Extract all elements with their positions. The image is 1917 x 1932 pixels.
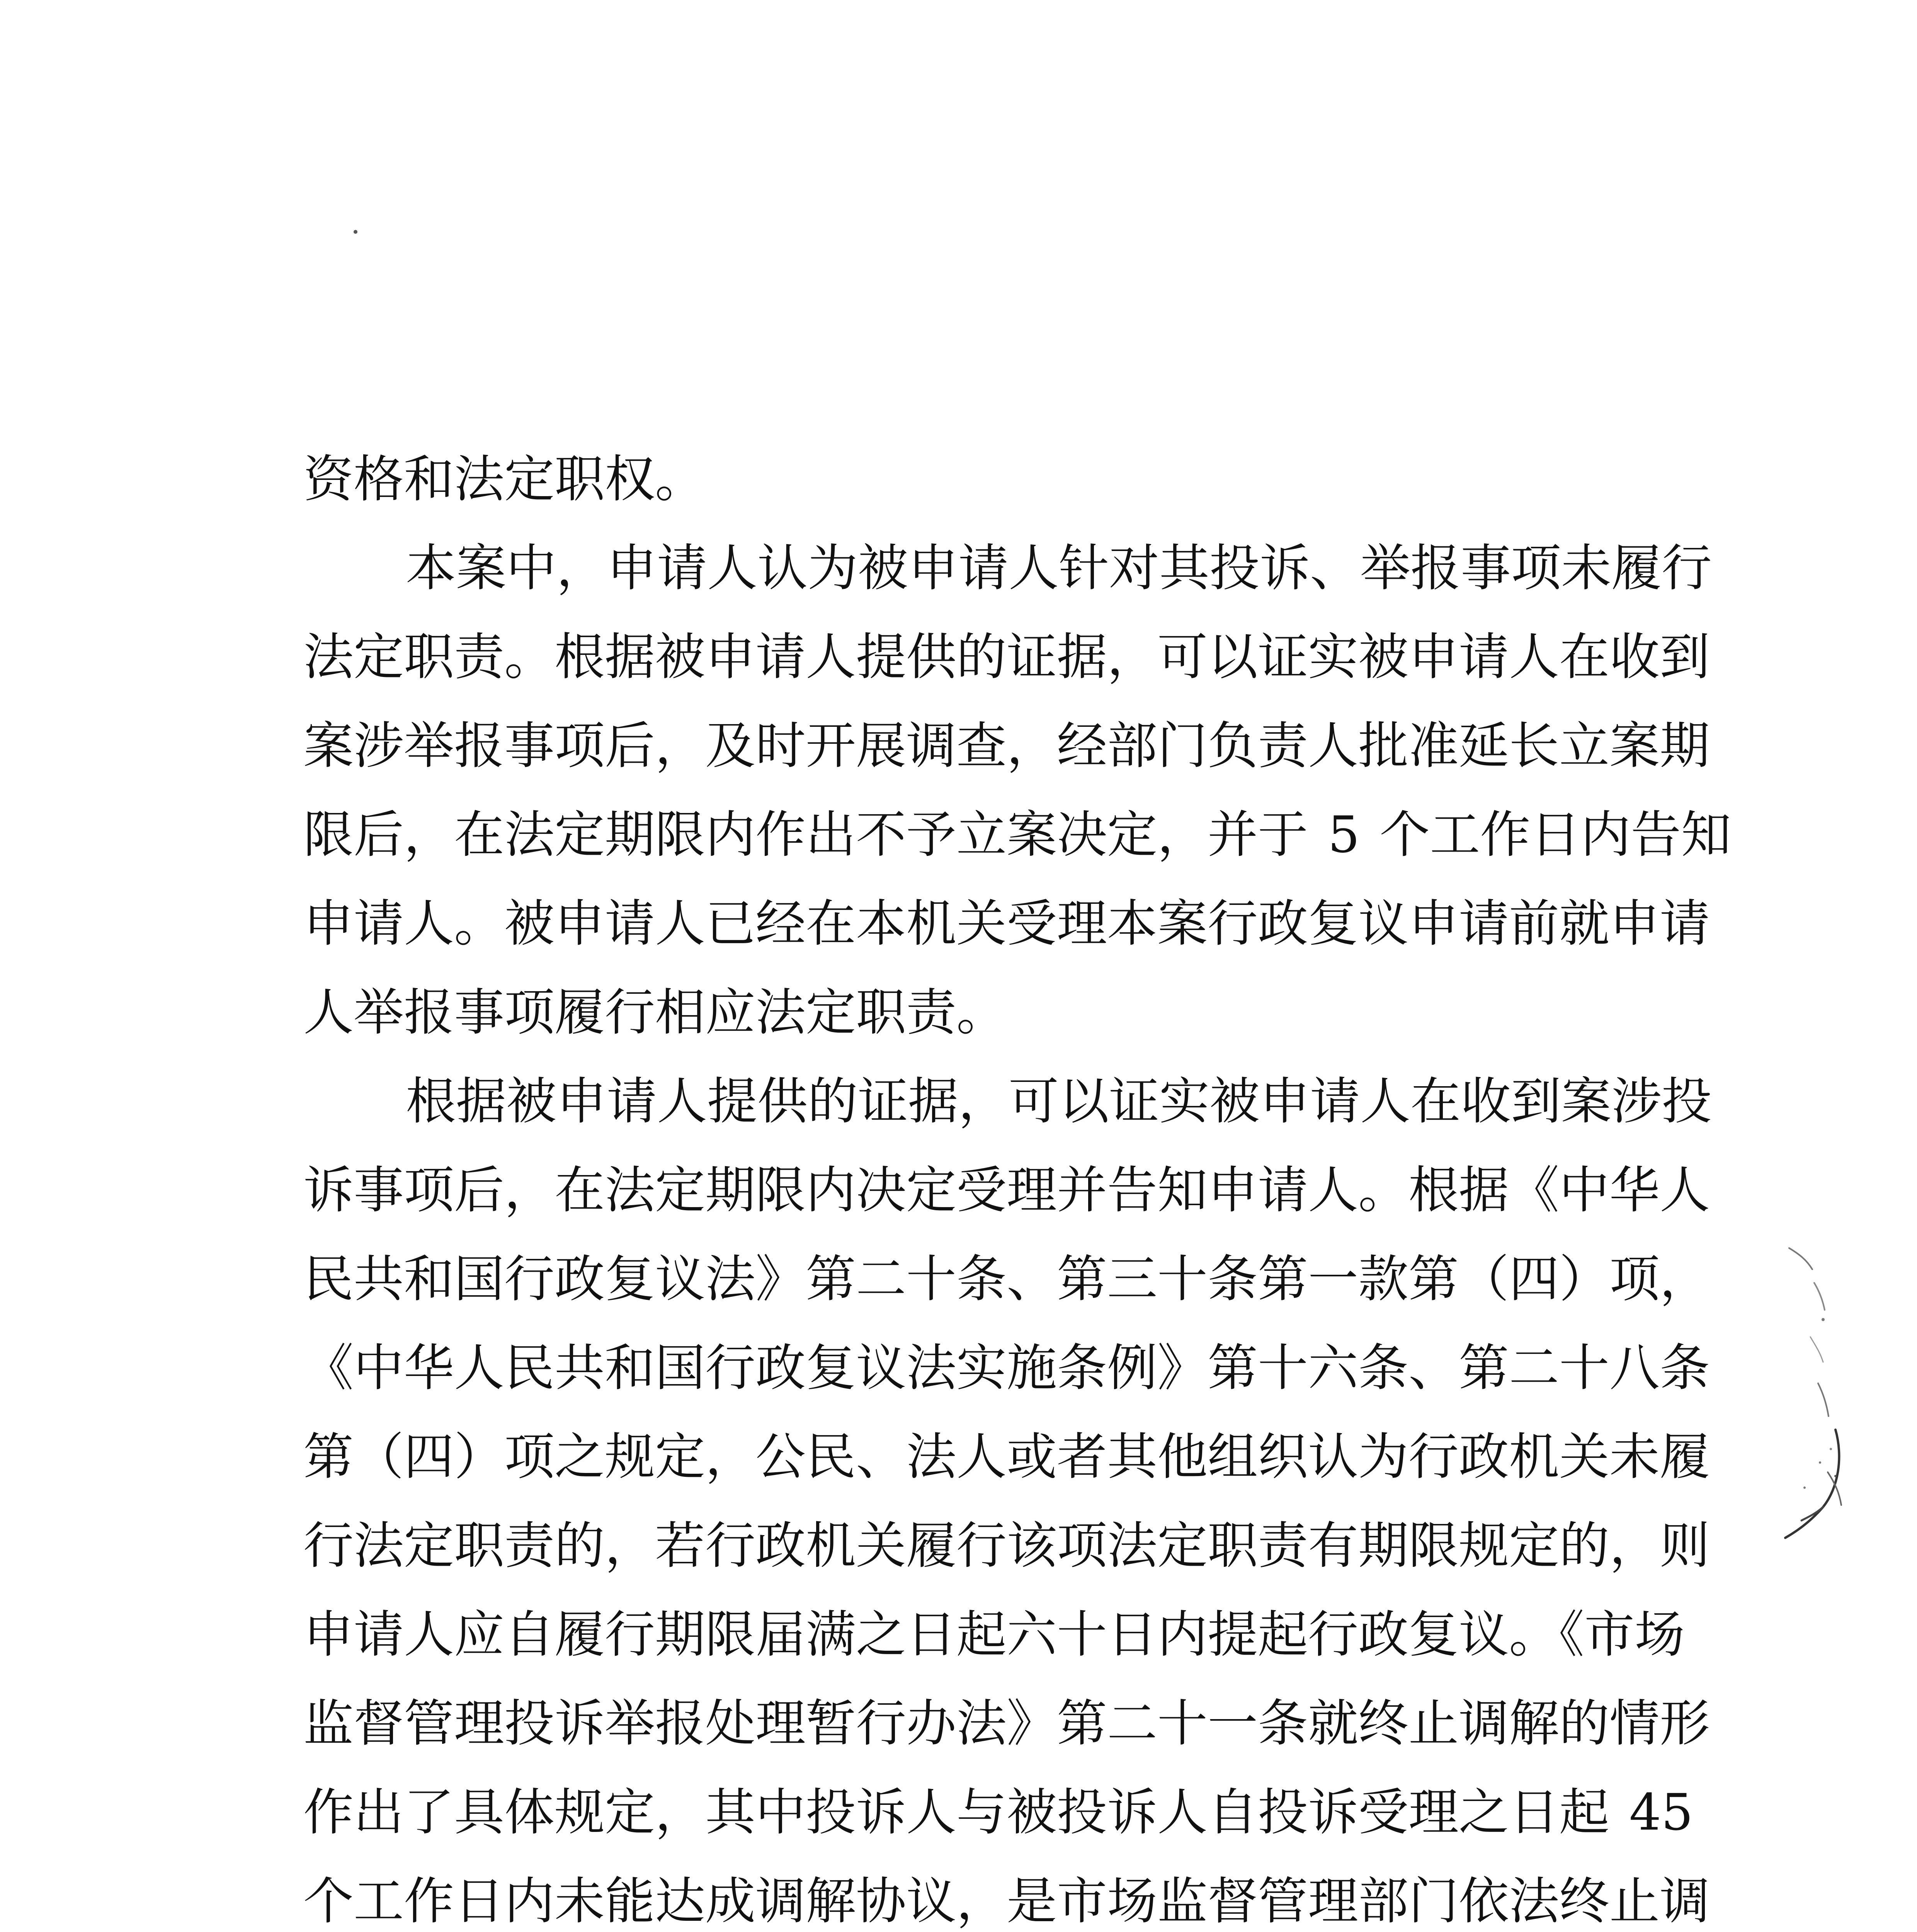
text-line: 法定职责。根据被申请人提供的证据，可以证实被申请人在收到 [303, 628, 1710, 686]
text-line: 《中华人民共和国行政复议法实施条例》第十六条、第二十八条 [303, 1338, 1710, 1397]
text-line: 案涉举报事项后，及时开展调查，经部门负责人批准延长立案期 [303, 716, 1710, 775]
text-line: 限后，在法定期限内作出不予立案决定，并于 5 个工作日内告知 [303, 805, 1732, 864]
text-line: 本案中，申请人认为被申请人针对其投诉、举报事项未履行 [406, 539, 1712, 597]
text-line: 民共和国行政复议法》第二十条、第三十条第一款第（四）项， [303, 1250, 1710, 1308]
text-line: 诉事项后，在法定期限内决定受理并告知申请人。根据《中华人 [303, 1161, 1710, 1219]
text-line: 个工作日内未能达成调解协议，是市场监督管理部门依法终止调 [303, 1872, 1710, 1930]
scan-speck [354, 230, 357, 234]
text-line: 申请人。被申请人已经在本机关受理本案行政复议申请前就申请 [303, 894, 1710, 953]
text-line: 人举报事项履行相应法定职责。 [303, 983, 1007, 1042]
text-line: 监督管理投诉举报处理暂行办法》第二十一条就终止调解的情形 [303, 1694, 1710, 1753]
text-line: 作出了具体规定，其中投诉人与被投诉人自投诉受理之日起 45 [303, 1783, 1693, 1842]
text-line: 资格和法定职权。 [303, 450, 706, 509]
text-line: 行法定职责的，若行政机关履行该项法定职责有期限规定的，则 [303, 1516, 1710, 1575]
text-line: 申请人应自履行期限届满之日起六十日内提起行政复议。《市场 [303, 1605, 1685, 1664]
margin-scan-marks [1778, 1236, 1866, 1584]
text-line: 第（四）项之规定，公民、法人或者其他组织认为行政机关未履 [303, 1427, 1710, 1486]
text-line: 根据被申请人提供的证据，可以证实被申请人在收到案涉投 [406, 1072, 1712, 1131]
